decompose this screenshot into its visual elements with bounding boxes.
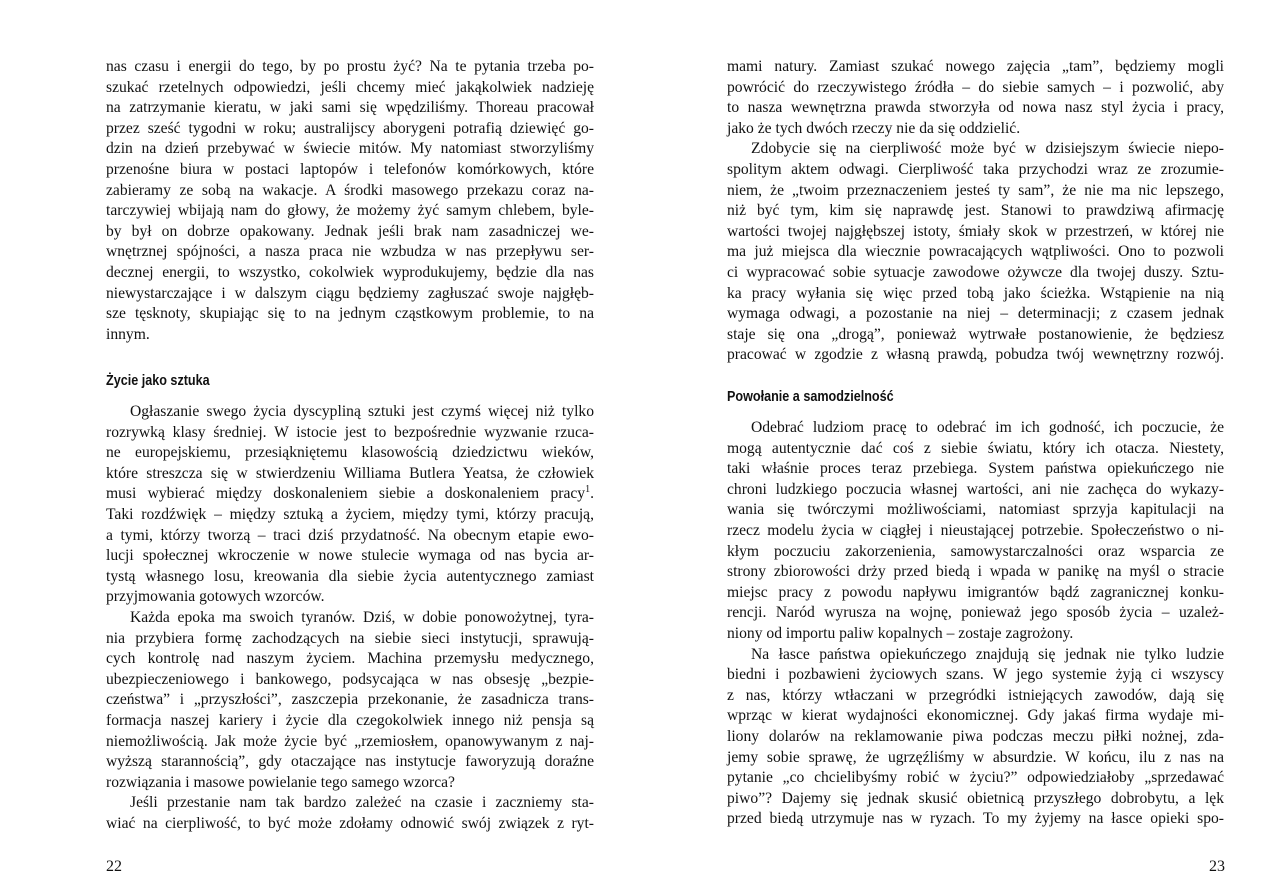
text-line: niemożliwością. Jak może życie być „rzemiosłem, opanowywanym z naj- xyxy=(106,732,594,750)
text-line: zabieramy ze sobą na wakacje. A środki masowego przekazu coraz na- xyxy=(106,181,594,199)
text-line: przyjmowania gotowych wzorców. xyxy=(106,588,325,606)
text-line: rozwiązania i masowe powielanie tego samego wzorca? xyxy=(106,773,455,791)
left-page xyxy=(0,0,631,893)
text-line: strony zbiorowości drży przed biedą i wpada w panikę na myśl o stracie xyxy=(727,563,1224,581)
text-line: cych kontrolę nad naszym życiem. Machina przemysłu medycznego, xyxy=(106,650,594,668)
text-line: wyższą starannością”, gdy otaczające nas instytucje faworyzują doraźne xyxy=(106,753,594,771)
text-line: a tymi, którzy tworzą – traci dziś przydatność. Na obecnym etapie ewo- xyxy=(106,526,594,544)
text-line: z nas, którzy wtłaczani w przegródki istniejących zawodów, dają się xyxy=(727,686,1224,704)
text-line: wnętrznej spójności, a nasza praca nie wzbudza w nas przepływu ser- xyxy=(106,243,594,261)
text-line: wprząc w kierat wydajności ekonomicznej. Gdy jakaś firma wydaje mi- xyxy=(727,707,1224,725)
text-line: sze tęsknoty, skupiając się to na jednym cząstkowym problemie, to na xyxy=(106,305,594,323)
text-line: staje się ona „drogą”, ponieważ wytrwałe postanowienie, że będziesz xyxy=(727,325,1224,343)
text-line: wymaga odwagi, a pozostanie na niej – determinacji; z czasem jednak xyxy=(727,305,1224,323)
text-line: pytanie „co chcielibyśmy robić w życiu?” odpowiedziałoby „sprzedawać xyxy=(727,769,1224,787)
line-text: musi wybierać między doskonaleniem siebie a doskonaleniem pracy xyxy=(106,485,586,503)
text-line: wania się twórczymi możliwościami, natomiast sprzyja kapitulacji na xyxy=(727,501,1224,519)
text-line: ne europejskiemu, przesiąkniętemu klasowością dziedzictwu wieków, xyxy=(106,444,594,462)
text-line: ka pracy wyłania się więc przed tobą jako ścieżka. Wstąpienie na nią xyxy=(727,284,1224,302)
text-line: lucji społecznej wkroczenie w nowe stulecie wymaga od nas bycia ar- xyxy=(106,547,594,565)
text-line: na zatrzymanie kieratu, w jaki sami się wpędziliśmy. Thoreau pracował xyxy=(106,99,594,117)
text-line: innym. xyxy=(106,325,150,343)
text-line: niem, że „twoim przeznaczeniem jesteś ty sam”, że nie ma nic lepszego, xyxy=(727,181,1224,199)
section-heading: Życie jako sztuka xyxy=(106,372,210,389)
text-line: Jeśli przestanie nam tak bardzo zależeć na czasie i zaczniemy sta- xyxy=(130,794,594,812)
text-line: biedni i pozbawieni życiowych szans. W jego systemie żyją ci wszyscy xyxy=(727,666,1224,684)
text-line: jako że tych dwóch rzeczy nie da się oddzielić. xyxy=(727,119,1021,137)
text-line: wiać na cierpliwość, to być może zdołamy odnowić swój związek z ryt- xyxy=(106,814,594,832)
page-number: 23 xyxy=(1209,858,1225,875)
page-number: 22 xyxy=(106,858,122,875)
text-line: pracować w zgodzie z własną prawdą, pobudza twój wewnętrzny rozwój. xyxy=(727,346,1224,364)
text-line: nia przybiera formę zachodzących na siebie sieci instytucji, sprawują- xyxy=(106,629,594,647)
text-line: ci wypracować sobie sytuacje zawodowe ożywcze dla twojej duszy. Sztu- xyxy=(727,263,1224,281)
text-line: spolitym aktem odwagi. Cierpliwość taka przychodzi wraz ze zrozumie- xyxy=(727,160,1224,178)
text-line: jemy sobie sprawę, że ugrzęźliśmy w absurdzie. W końcu, ilu z nas na xyxy=(727,748,1224,766)
line-punct: . xyxy=(590,485,594,503)
text-line: które streszcza się w stwierdzeniu Williama Butlera Yeatsa, że człowiek xyxy=(106,464,594,482)
text-line: by był on dobrze opakowany. Jednak jeśli brak nam zasadniczej we- xyxy=(106,222,594,240)
text-line: Na łasce państwa opiekuńczego znajdują się jednak nie tylko ludzie xyxy=(751,645,1224,663)
text-line: niż być tym, kim się naprawdę jest. Stanowi to prawdziwą afirmację xyxy=(727,202,1224,220)
left-section-2 xyxy=(106,402,594,834)
text-line: nas czasu i energii do tego, by po prostu żyć? Na te pytania trzeba po- xyxy=(106,58,594,75)
text-line: mami natury. Zamiast szukać nowego zajęcia „tam”, będziemy mogli xyxy=(727,58,1224,75)
text-line: piwo”? Dajemy się jednak skusić obietnicą przyszłego dobrobytu, a lęk xyxy=(727,789,1224,807)
text-line: Taki rozdźwięk – między sztuką a życiem, między tymi, którzy pracują, xyxy=(106,505,594,523)
text-line: taki właśnie proces teraz przebiega. System państwa opiekuńczego nie xyxy=(727,460,1224,478)
text-line: czeństwa” i „przyszłości”, zaszczepia przekonanie, że zasadnicza trans- xyxy=(106,691,594,709)
text-line: przed biedą utrzymuje nas w ryzach. To my żyjemy na łasce opieki spo- xyxy=(727,810,1224,828)
text-line: miejsc pracy z powodu napływu imigrantów bądź zagranicznej konku- xyxy=(727,583,1224,601)
text-line: ma już miejsca dla wiecznie powracających wątpliwości. Ono to pozwoli xyxy=(727,243,1224,261)
text-line: Zdobycie się na cierpliwość może być w dzisiejszym świecie niepo- xyxy=(751,140,1224,158)
text-line: tystą własnego losu, kreowania dla siebie życia autentycznego zamiast xyxy=(106,567,594,585)
text-line xyxy=(106,484,594,505)
text-line: niony od importu paliw kopalnych – zostaje zagrożony. xyxy=(727,624,1074,642)
text-line: decznej energii, to wszystko, cokolwiek wyprodukujemy, będzie dla nas xyxy=(106,263,594,281)
text-line: powrócić do rzeczywistego źródła – do siebie samych – i pozwolić, aby xyxy=(727,78,1224,96)
right-section-2 xyxy=(727,418,1224,830)
text-line: przez sześć tygodni w roku; australijscy aborygeni potrafią dziewięć go- xyxy=(106,119,594,137)
text-line: niewystarczające i w dalszym ciągu będziemy zagłuszać swoje najgłęb- xyxy=(106,284,594,302)
text-line: kłym poczuciu zakorzenienia, samowystarczalności oraz wsparcia ze xyxy=(727,542,1224,560)
text-line: ubezpieczeniowego i bankowego, podsycająca w nas obsesję „bezpie- xyxy=(106,670,594,688)
text-line: liony dolarów na reklamowanie piwa podczas meczu piłki nożnej, zda- xyxy=(727,727,1224,745)
text-line: rencji. Naród wyrusza na wojnę, ponieważ jego sposób życia – uzależ- xyxy=(727,604,1224,622)
text-line: wartości twojej najgłębszej istoty, śmiały skok w przestrzeń, w której nie xyxy=(727,222,1224,240)
right-page xyxy=(631,0,1263,893)
text-line: to nasza wewnętrzna prawda stworzyła od nowa nasz styl życia i pracy, xyxy=(727,99,1224,117)
text-line: mogą autentycznie dać coś z siebie światu, który ich otacza. Niestety, xyxy=(727,439,1224,457)
text-line: Każda epoka ma swoich tyranów. Dziś, w dobie ponowożytnej, tyra- xyxy=(130,608,594,626)
left-section-1 xyxy=(106,57,594,345)
right-section-1 xyxy=(727,57,1224,366)
text-line: przenośne biura w postaci laptopów i telefonów komórkowych, które xyxy=(106,160,594,178)
text-line: dzin na dzień przebywać w świecie mitów. My natomiast stworzyliśmy xyxy=(106,140,594,158)
text-line: rzecz modelu życia w ciągłej i nieustającej potrzebie. Społeczeństwo o ni- xyxy=(727,521,1224,539)
text-line: Ogłaszanie swego życia dyscypliną sztuki jest czymś więcej niż tylko xyxy=(130,403,594,420)
section-heading: Powołanie a samodzielność xyxy=(727,388,894,405)
text-line: szukać rzetelnych odpowiedzi, jeśli chcemy mieć jakąkolwiek nadzieję xyxy=(106,78,594,96)
text-line: tarczywiej wbijają nam do głowy, że możemy żyć samym chlebem, byle- xyxy=(106,202,594,220)
footnote-mark: 1 xyxy=(585,484,591,496)
text-line: chroni ludzkiego poczucia własnej wartości, ani nie zachęca do wykazy- xyxy=(727,480,1224,498)
text-line: formacja naszej kariery i życie dla czegokolwiek innego niż pensja są xyxy=(106,711,594,729)
text-line: rozrywką klasy średniej. W istocie jest to bezpośrednie wyzwanie rzuca- xyxy=(106,423,594,441)
text-line: Odebrać ludziom pracę to odebrać im ich godność, ich poczucie, że xyxy=(751,419,1224,436)
